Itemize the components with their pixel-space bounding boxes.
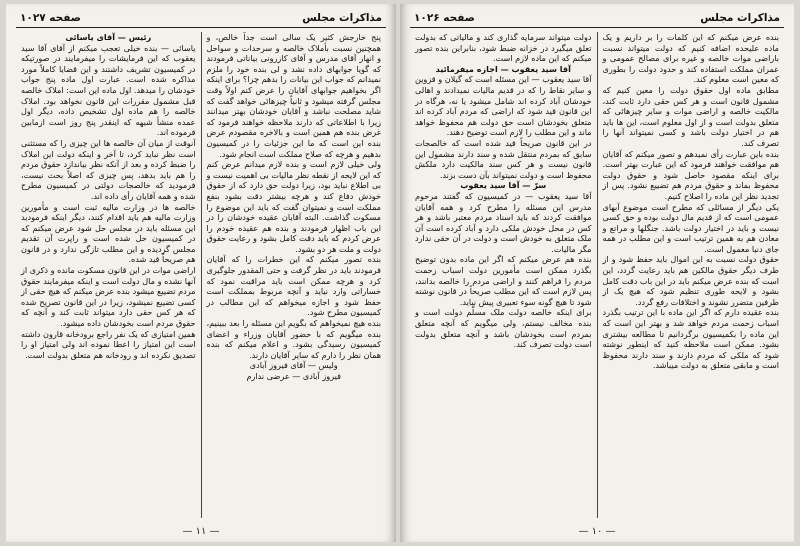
paragraph: دولت میتواند سرمایه گذاری کند و مالیاتی که بدولت تعلق میگیرد در خزانه ضبط شود، بنابراین بنده تصور میکنم که این ماده لازم است. [415, 32, 592, 64]
header-title: مذاکرات مجلس [700, 12, 780, 24]
header-page-number: صفحه ۱۰۲۷ [20, 12, 81, 24]
header-title: مذاکرات مجلس [302, 12, 382, 24]
text-columns [410, 32, 784, 518]
page-header [410, 10, 784, 28]
paragraph: خالصه ها در وزارت مالیه ثبت است و مأمورین وزارت مالیه هم باید اقدام کنند، دیگر اینکه فرمودید این مسئله باید در مجلس حل شود عرض میکنم که در کمیسیون حل شده است و راپرت آن تقدیم مجلس گردیده و این مطلب تازگی ندارد و در قانون هم صریحاً قید شده. [21, 201, 196, 265]
paragraph: بنده هم عرض میکنم که اگر این ماده بدون توضیح بگذرد ممکن است مأمورین دولت اسباب زحمت مردم را فراهم کنند و اراضی مردم را خالصه بدانند، پس لازم است که این مطلب صریحاً در قانون نوشته شود تا هیچ گونه سوء تعبیری پیش نیاید. [415, 254, 592, 307]
page-header [16, 10, 386, 28]
speaker-heading: رئیس — آقای یاسائی [65, 32, 152, 42]
speaker-reply: فیروز آبادی — عرضی ندارم [246, 371, 341, 381]
column-right [598, 32, 785, 518]
speaker-heading: سرّ — آقا سید یعقوب [460, 180, 547, 191]
speaker-heading: ولیس — آقای فیروز آبادی [249, 360, 338, 371]
paragraph: یکی دیگر از مسائلی که مطرح است موضوع آبهای عمومی است که از قدیم مال دولت بوده و حق کسی نیست و باید در اختیار دولت باشد. جنگلها و مراتع و معادن هم به همین ترتیب است و این مطلب در همه جای دنیا معمول است. [602, 201, 779, 254]
paragraph: اراضی موات در این قانون مسکوت مانده و ذکری از آنها نشده و مال دولت است و اینکه میفرمایند حقوق مردم تضییع میشود بنده عرض میکنم که هیچ حقی از کسی تضییع نمیشود، زیرا در این قانون تصریح شده که هر کس حقی دارد میتواند ثابت کند و آنچه که حقوق مردم است بخودشان داده میشود. [21, 265, 196, 329]
paragraph: همین امتیازی که یک نفر راجع برودخانه قارون داشته است این امتیاز را اعطا نموده اند ولی امتیاز او را تصدیق نکرده اند و رودخانه هم متعلق بدولت است. [21, 328, 196, 360]
header-page-number: صفحه ۱۰۲۶ [414, 12, 475, 24]
paragraph: پنج خارجش کثیر یک سالی است جداً خالص، و همچنین نسبت بأملاک خالصه و سرحدات و سواحل و انهار آقای مدرس و آقای کازرونی بیاناتی فرمودند که گویا جوابهای داده نشد و لی بنده خود را ملزم نمیدانم که جواب این بیانات را بدهم چرا؟ برای اینکه اگر بخواهیم جوابهای آقایان را عرض کنم اولاً وقت مجلس گرفته میشود و ثانیاً چیزهائی خواهد گفت که شاید مصلحت نباشد و آقایان خودشان بهتر میدانند زیرا با اطلاعاتی که دارند ملاحظه خواهند فرمود که غرض بنده هم همین است و بالاخره مقصودم عرض بنده این است که ما این جزئیات را در کمیسیون بدهیم و هرچه که صلاح مملکت است انجام شود. [206, 32, 381, 159]
page-footer-number: — ۱۱ — [182, 526, 220, 537]
paragraph: حقوق دولت نسبت به این اموال باید حفظ شود و از طرف دیگر حقوق مالکین هم باید رعایت گردد، این است که بنده عرض میکنم باید در این باب دقت کامل بشود و لایحه طوری تنظیم شود که هیچ یک از طرفین متضرر نشوند و اختلافات رفع گردد. [602, 254, 779, 307]
paragraph: بنده تصور میکنم که این خطرات را که آقایان فرمودند باید در نظر گرفت و حتی المقدور جلوگیری کرد و هرچه ممکن است باید مراقبت نمود که خساراتی وارد نیاید و آنچه مربوط بمملکت است حفظ شود و اجازه میخواهم که این مطالب در کمیسیون مطرح شود. [206, 254, 381, 318]
text-columns [16, 32, 386, 518]
paragraph: بنده باین عبارت رأی نمیدهم و تصور میکنم که آقایان هم موافقت خواهند فرمود که این عبارت بهتر است. برای اینکه مقصود حاصل شود و حقوق دولت محفوظ بماند و حقوق مردم هم تضییع نشود. پس از تجدید نظر این ماده را اصلاح کنیم. [602, 148, 779, 201]
left-page [6, 4, 396, 542]
column-left [16, 32, 201, 518]
paragraph: مطابق ماده اول حقوق دولت را معین کنیم که مشمول قانون است و هر کس حقی دارد ثابت کند، مالکیت خالصه و اراضی موات و سایر چیزهائی که متعلق بدولت است و از اول معلوم است، این ها باید هم در اختیار دولت باشد و کسی نمیتواند آنها را تصرف کند. [602, 84, 779, 148]
column-left [410, 32, 597, 518]
paragraph: بنده هیچ نمیخواهم که بگویم این مسئله را بعد ببینیم، بنده میگویم که با حضور آقایان وزراء و اعضای کمیسیون رسیدگی بشود. و اعلام میکنم که بنده همان نظر را دارم که سایر آقایان دارند. [206, 318, 381, 360]
column-divider [597, 32, 598, 518]
paragraph: آقا سید یعقوب — در کمیسیون که گفتند مرحوم مدرس این مسئله را مطرح کرد و همه آقایان موافقت کردند که باید اسناد مردم معتبر باشد و هر کس در محل خودش ملکی دارد و آباد کرده است آن ملک متعلق به خودش است و دولت در آن حقی ندارد مگر مالیات. [415, 190, 592, 254]
column-divider [201, 32, 202, 518]
paragraph: ولی خیلی لازم است و بنده لازم میدانم عرض کنم که این لایحه از نقطه نظر مالیات بی اهمیت نیست و بی اطلاع نباید بود، زیرا دولت حق دارد که از حقوق خودش دفاع کند و هرچه بیشتر دقت بشود بنفع مملکت است و نمیتوان گفت که باید این موضوع را مسکوت گذاشت. البته آقایان عقیده خودشان را در این باب اظهار فرمودند و بنده هم عقیده خودم را عرض کردم که باید دقت کامل بشود و رعایت حقوق دولت و ملت هر دو بشود. [206, 159, 381, 254]
column-right [202, 32, 387, 518]
paragraph: آقا سید یعقوب — این مسئله است که گیلان و قزوین و سایر نقاط را که در قدیم مالیات نمیدادند و اهالی خودشان آباد کرده اند شامل میشود یا نه، هرگاه در این قانون قید شود که اراضی که مردم آباد کرده اند متعلق بخودشان است حق دولت هم محفوظ خواهد ماند و این مطلب را لازم است توضیح دهند. [415, 74, 592, 138]
right-page [400, 4, 794, 542]
paragraph: برای اینکه خالصه دولت ملک مسلّم دولت است و بنده مخالف نیستم، ولی میگویم که آنچه متعلق بمردم است بخودشان باشد و آنچه متعلق بدولت است دولت تصرف کند. [415, 307, 592, 350]
paragraph: آنوقت از میان آن خالصه ها این چیزی را که مستثنی است نظر نباید کرد، تا آخر و اینکه دولت این املاک را ضبط کرده و بعد از آنکه نظر بیاندازد حقوق مردم را هم باید بدهد، پس چیزی که اصلاً بحث نیست، فرمودید که خالصجات دولتی در کمیسیون مطرح شده و همه آقایان رأی داده اند. [21, 137, 196, 201]
paragraph: یاسائی — بنده خیلی تعجب میکنم از آقای آقا سید یعقوب که این فرمایشات را میفرمایند در صورتیکه در کمیسیون تشریف داشتند و این قضایا کاملاً مورد مذاکره شده است. عبارت اول ماده پنج جواب خودشان را میدهد. اول ماده این است: املاک خالصه قبل مشمول مقررات این قانون نخواهد بود. املاک خالصه را هم ماده اول تشخیص داده، دیگر اول عمده منشأ شبهه که اینقدر پنج روز است ازمابین فرموده اند. [21, 42, 196, 138]
paragraph: در این قانون صریحاً قید شده است که خالصجات سابق که بمردم منتقل شده و سند دارند مشمول این قانون نیست و هر کس سند مالکیت دارد ملکش محفوظ است و دولت نمیتواند بآن دست بزند. [415, 137, 592, 180]
page-footer-number: — ۱۰ — [578, 526, 616, 537]
paragraph: بنده عرض میکنم که این کلمات را بر داریم و یک ماده علیحده اضافه کنیم که دولت میتواند نسبت باراضی موات خالصه و غیره برای مصالح عمومی و عمران مملکت استفاده کند و حدود دولت را بطوری که معین است معلوم کند. [602, 32, 779, 85]
paragraph: بنده عقیده دارم که اگر این ماده با این ترتیب بگذرد اسباب زحمت مردم خواهد شد و بهتر این است که این ماده را بکمیسیون برگردانیم تا مطالعه بیشتری بشود. ممکن است ملاحظه کنید که اینطور نوشته شود که ملکی که مردم دارند و سند دارند محفوظ است و مابقی متعلق به دولت میباشد. [602, 307, 779, 371]
speaker-heading: آقا سید یعقوب — اجازه میفرمائید [435, 63, 571, 74]
